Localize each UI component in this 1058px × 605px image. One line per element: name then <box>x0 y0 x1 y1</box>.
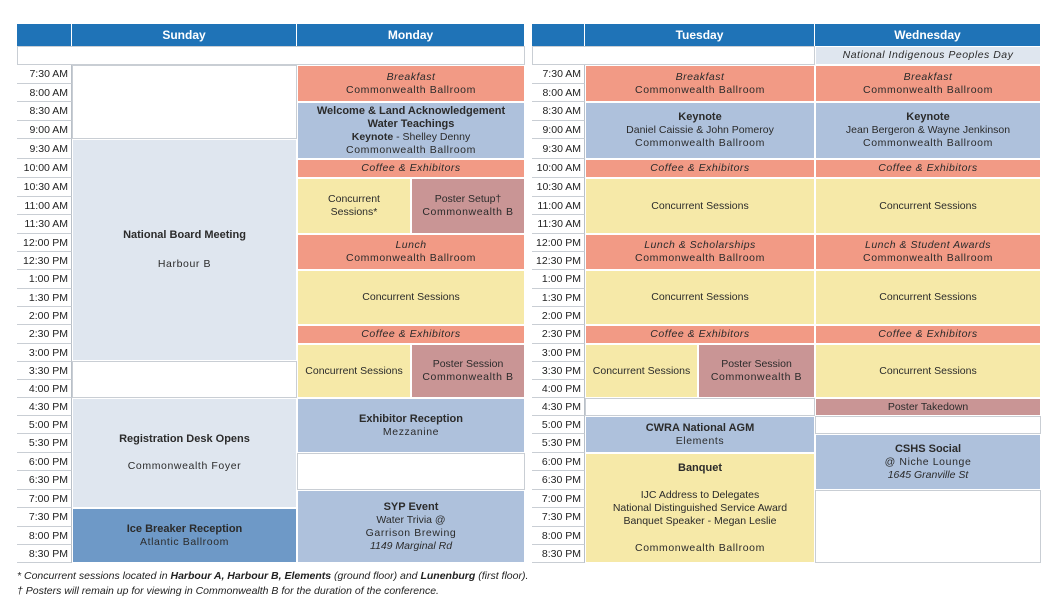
time-slot-label: 11:30 AM <box>532 215 585 234</box>
monday-coffee-exhibitors-2 <box>297 325 525 344</box>
tuesday-banquet <box>585 453 815 563</box>
event-room: Commonwealth Ballroom <box>346 143 476 156</box>
event-room: Commonwealth Ballroom <box>346 252 476 264</box>
event-title: Poster Setup† <box>434 193 502 205</box>
wednesday-empty-500 <box>815 416 1041 434</box>
time-slot-label: 8:30 PM <box>17 545 72 563</box>
monday-syp-event <box>297 490 525 563</box>
keynote-label: Keynote <box>351 130 394 143</box>
tuesday-lunch-scholarships <box>585 234 815 270</box>
time-slot-label: 8:00 PM <box>532 527 585 545</box>
time-slot-label: 10:30 AM <box>532 178 585 197</box>
time-slot-label: 2:00 PM <box>532 307 585 325</box>
footnote-room: Lunenburg <box>420 570 476 582</box>
time-slot-label: 8:30 PM <box>532 545 585 563</box>
event-title: Ice Breaker Reception <box>126 522 243 535</box>
banquet-line-2: National Distinguished Service Award <box>612 502 788 514</box>
tuesday-concurrent-sessions-3 <box>585 344 698 398</box>
banner-row-tuesday <box>532 46 815 65</box>
event-room: Commonwealth Ballroom <box>635 83 765 96</box>
time-slot-label: 8:00 PM <box>17 527 72 545</box>
time-slot-label: 4:00 PM <box>532 380 585 398</box>
tuesday-cwra-national-agm <box>585 416 815 453</box>
event-room: Commonwealth Ballroom <box>635 542 765 554</box>
banquet-line-3: Banquet Speaker - Megan Leslie <box>623 515 777 527</box>
event-title: Lunch <box>395 239 427 251</box>
wednesday-breakfast <box>815 65 1041 102</box>
time-slot-label: 5:00 PM <box>17 416 72 434</box>
time-slot-label: 2:30 PM <box>532 325 585 344</box>
event-title: Concurrent Sessions <box>305 364 403 377</box>
event-title: CSHS Social <box>894 442 962 455</box>
tuesday-poster-session <box>698 344 815 398</box>
monday-concurrent-sessions-1 <box>297 178 411 234</box>
event-title: Welcome & Land Acknowledgement <box>316 104 506 117</box>
time-slot-label: 8:00 AM <box>17 84 72 102</box>
monday-coffee-exhibitors-1 <box>297 159 525 178</box>
event-room: Elements <box>675 434 725 447</box>
tuesday-breakfast <box>585 65 815 102</box>
time-slot-label: 4:00 PM <box>17 380 72 398</box>
footnote-concurrent <box>17 570 528 582</box>
event-address: 1645 Granville St <box>887 468 969 481</box>
time-slot-label: 8:00 AM <box>532 84 585 102</box>
banner-row-blank <box>17 46 525 65</box>
event-title: Registration Desk Opens <box>119 433 250 445</box>
event-room: Commonwealth Foyer <box>127 460 242 472</box>
tuesday-concurrent-sessions-1 <box>585 178 815 234</box>
sunday-national-board-meeting <box>72 139 297 361</box>
monday-breakfast <box>297 65 525 102</box>
time-slot-label: 10:30 AM <box>17 178 72 197</box>
event-room: Commonwealth Ballroom <box>863 252 993 264</box>
event-detail: Water Trivia @ <box>376 513 446 526</box>
wednesday-coffee-exhibitors-1 <box>815 159 1041 178</box>
event-title: Concurrent Sessions <box>592 364 691 377</box>
time-slot-label: 9:30 AM <box>17 139 72 159</box>
monday-poster-setup <box>411 178 525 234</box>
time-slot-label: 9:00 AM <box>17 121 72 139</box>
time-slot-label: 4:30 PM <box>532 398 585 416</box>
time-slot-label: 12:00 PM <box>532 234 585 252</box>
time-slot-label: 11:00 AM <box>532 197 585 215</box>
time-slot-label: 3:30 PM <box>532 362 585 380</box>
time-slot-label: 1:30 PM <box>532 289 585 307</box>
time-slot-label: 2:00 PM <box>17 307 72 325</box>
event-title: Coffee & Exhibitors <box>650 328 750 340</box>
time-slot-label: 5:30 PM <box>17 434 72 453</box>
event-room: Commonwealth B <box>422 206 514 218</box>
wednesday-poster-takedown <box>815 398 1041 416</box>
tuesday-keynote <box>585 102 815 159</box>
wednesday-cshs-social <box>815 434 1041 490</box>
time-slot-label: 12:30 PM <box>532 252 585 270</box>
event-title: Concurrent Sessions <box>651 291 749 303</box>
wednesday-concurrent-sessions-3 <box>815 344 1041 398</box>
time-slot-label: 5:30 PM <box>532 434 585 453</box>
event-speakers: Daniel Caissie & John Pomeroy <box>626 124 774 136</box>
footnote-posters: † Posters will remain up for viewing in Commonwealth B for the duration of the conference. <box>17 585 439 597</box>
time-slot-label: 7:30 AM <box>532 65 585 84</box>
event-title: Banquet <box>678 462 722 474</box>
time-slot-label: 2:30 PM <box>17 325 72 344</box>
event-room: Commonwealth Ballroom <box>863 83 993 96</box>
wednesday-lunch-student-awards <box>815 234 1041 270</box>
event-title: Poster Takedown <box>887 400 969 413</box>
wednesday-concurrent-sessions-2 <box>815 270 1041 325</box>
time-slot-label: 7:30 PM <box>17 508 72 527</box>
time-slot-label: 7:00 PM <box>532 490 585 508</box>
event-title: Concurrent Sessions <box>879 364 977 377</box>
event-title: CWRA National AGM <box>645 421 755 434</box>
time-slot-label: 8:30 AM <box>532 102 585 121</box>
footnote-text: (ground floor) and <box>331 570 421 582</box>
event-subtitle: Water Teachings <box>367 117 455 130</box>
sunday-ice-breaker-reception <box>72 508 297 563</box>
event-title: Concurrent Sessions <box>879 199 977 212</box>
tuesday-coffee-exhibitors-1 <box>585 159 815 178</box>
time-slot-label: 12:00 PM <box>17 234 72 252</box>
wednesday-keynote <box>815 102 1041 159</box>
time-slot-label: 3:00 PM <box>17 344 72 362</box>
event-title: Coffee & Exhibitors <box>361 162 461 174</box>
event-title: National Board Meeting <box>123 229 246 241</box>
event-title: Keynote <box>678 111 722 123</box>
event-title: Concurrent Sessions <box>651 199 749 212</box>
event-title: Coffee & Exhibitors <box>878 328 978 340</box>
day-header-tuesday: Tuesday <box>585 24 815 46</box>
event-room: Commonwealth Ballroom <box>863 137 993 149</box>
time-slot-label: 12:30 PM <box>17 252 72 270</box>
time-slot-label: 7:00 PM <box>17 490 72 508</box>
day-header-blank <box>17 24 72 46</box>
monday-concurrent-sessions-2 <box>297 270 525 325</box>
event-venue: Garrison Brewing <box>365 526 457 539</box>
wednesday-empty-evening <box>815 490 1041 563</box>
time-slot-label: 6:30 PM <box>532 471 585 490</box>
time-slot-label: 6:30 PM <box>17 471 72 490</box>
event-title: SYP Event <box>383 500 439 513</box>
time-slot-label: 8:30 AM <box>17 102 72 121</box>
day-header-blank-right <box>532 24 585 46</box>
event-address: 1149 Marginal Rd <box>369 539 453 552</box>
time-slot-label: 10:00 AM <box>532 159 585 178</box>
event-room: Commonwealth B <box>422 371 514 383</box>
monday-poster-session <box>411 344 525 398</box>
event-title: Coffee & Exhibitors <box>878 162 978 174</box>
sunday-registration-desk <box>72 398 297 508</box>
event-title: Poster Session <box>432 358 504 370</box>
wednesday-concurrent-sessions-1 <box>815 178 1041 234</box>
monday-exhibitor-reception <box>297 398 525 453</box>
event-venue: @ Niche Lounge <box>884 455 972 468</box>
keynote-line <box>352 131 470 144</box>
time-slot-label: 6:00 PM <box>532 453 585 471</box>
time-slot-label: 1:30 PM <box>17 289 72 307</box>
time-slot-label: 4:30 PM <box>17 398 72 416</box>
wednesday-banner <box>815 46 1041 65</box>
tuesday-concurrent-sessions-2 <box>585 270 815 325</box>
time-slot-label: 11:00 AM <box>17 197 72 215</box>
event-speakers: Jean Bergeron & Wayne Jenkinson <box>845 124 1011 136</box>
time-slot-label: 1:00 PM <box>532 270 585 289</box>
event-title: Exhibitor Reception <box>359 412 463 425</box>
footnote-rooms: Harbour A, Harbour B, Elements <box>170 570 332 582</box>
event-title: Breakfast <box>675 70 725 83</box>
event-title: Concurrent Sessions* <box>328 193 380 218</box>
sunday-empty-morning <box>72 65 297 139</box>
time-slot-label: 7:30 PM <box>532 508 585 527</box>
time-slot-label: 6:00 PM <box>17 453 72 471</box>
event-title: Breakfast <box>386 70 436 83</box>
wednesday-coffee-exhibitors-2 <box>815 325 1041 344</box>
time-slot-label: 3:00 PM <box>532 344 585 362</box>
tuesday-coffee-exhibitors-2 <box>585 325 815 344</box>
event-title: Coffee & Exhibitors <box>650 162 750 174</box>
banner-text: National Indigenous Peoples Day <box>842 49 1014 61</box>
monday-empty-evening <box>297 453 525 490</box>
time-slot-label: 9:30 AM <box>532 139 585 159</box>
event-room: Commonwealth Ballroom <box>635 137 765 149</box>
footnote-text: * Concurrent sessions located in <box>17 570 171 582</box>
time-slot-label: 7:30 AM <box>17 65 72 84</box>
day-header-wednesday: Wednesday <box>815 24 1041 46</box>
day-header-monday: Monday <box>297 24 525 46</box>
event-title: Concurrent Sessions <box>879 291 977 303</box>
event-room: Atlantic Ballroom <box>140 535 229 548</box>
monday-lunch <box>297 234 525 270</box>
keynote-speaker: - Shelley Denny <box>393 130 471 143</box>
event-title: Concurrent Sessions <box>362 291 460 303</box>
time-slot-label: 9:00 AM <box>532 121 585 139</box>
event-title: Breakfast <box>903 70 953 83</box>
time-slot-label: 10:00 AM <box>17 159 72 178</box>
banquet-line-1: IJC Address to Delegates <box>640 489 760 501</box>
time-slot-label: 1:00 PM <box>17 270 72 289</box>
event-title: Coffee & Exhibitors <box>361 328 461 340</box>
monday-welcome-keynote <box>297 102 525 159</box>
monday-concurrent-sessions-3 <box>297 344 411 398</box>
event-title: Poster Session <box>721 358 792 370</box>
event-room: Mezzanine <box>382 425 440 438</box>
event-title: Lunch & Scholarships <box>644 239 756 251</box>
event-room: Commonwealth Ballroom <box>346 83 476 96</box>
time-slot-label: 5:00 PM <box>532 416 585 434</box>
day-header-sunday: Sunday <box>72 24 297 46</box>
time-slot-label: 11:30 AM <box>17 215 72 234</box>
event-room: Commonwealth B <box>710 371 803 383</box>
event-title: Keynote <box>906 111 950 123</box>
time-slot-label: 3:30 PM <box>17 362 72 380</box>
sunday-empty-afternoon <box>72 361 297 398</box>
footnote-text: (first floor). <box>475 570 529 582</box>
tuesday-empty-430 <box>585 398 815 416</box>
event-room: Commonwealth Ballroom <box>635 252 765 264</box>
event-title: Lunch & Student Awards <box>865 239 991 251</box>
event-room: Harbour B <box>157 258 212 270</box>
